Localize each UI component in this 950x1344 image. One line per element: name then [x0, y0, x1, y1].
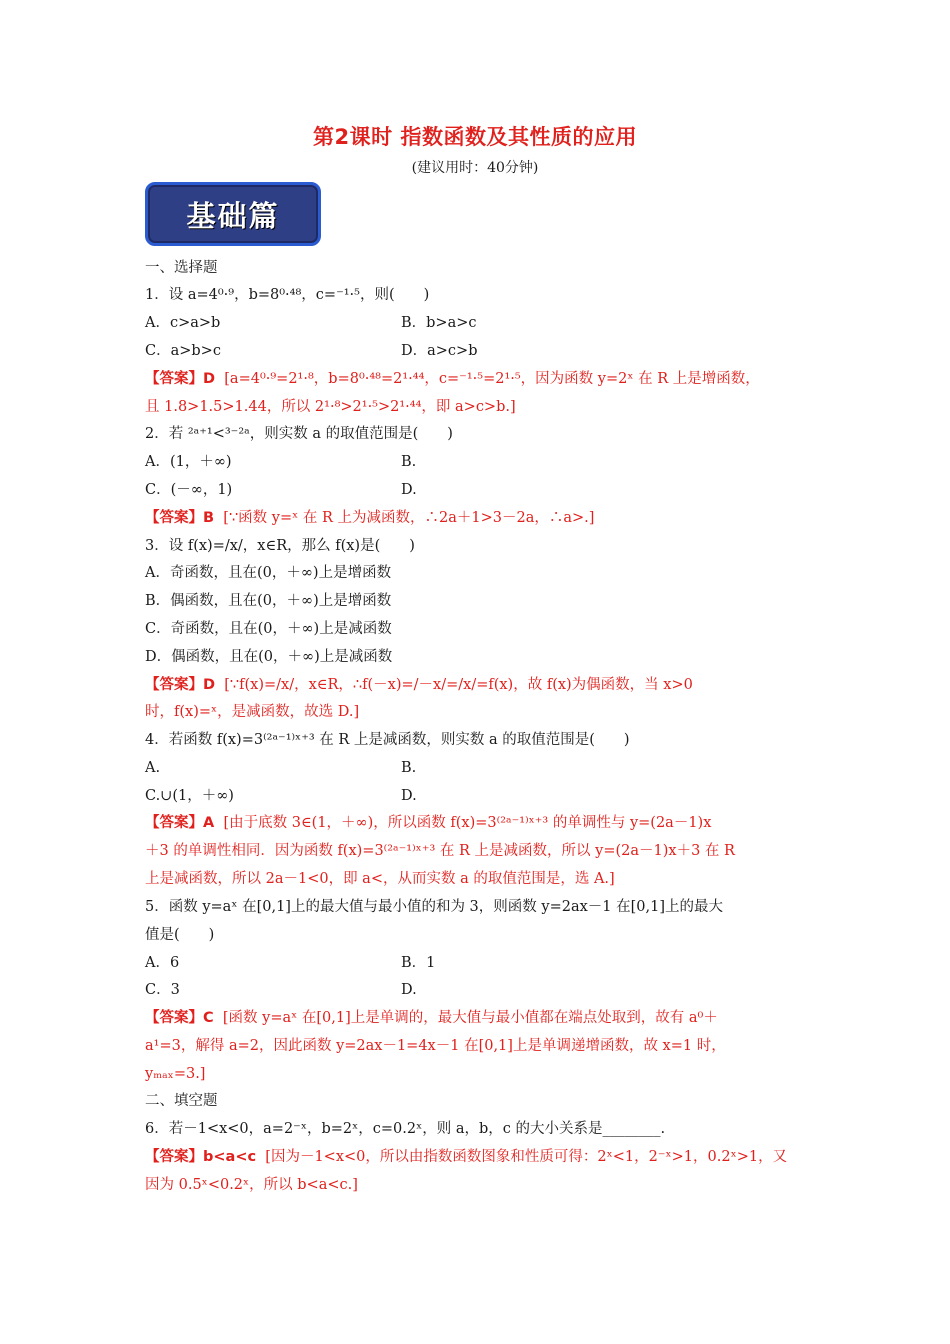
q2-answer-text-1: [∵函数 y=ˣ 在 R 上为减函数，∴2a＋1>3－2a，∴a>.]: [223, 510, 595, 526]
banner-label: 基础篇: [186, 198, 280, 233]
q6-stem: 6．若－1<x<0，a=2⁻ˣ，b=2ˣ，c=0.2ˣ，则 a，b，c 的大小关系是________.: [145, 1121, 666, 1137]
q1-answer-text-1: [a=4⁰·⁹=2¹·⁸，b=8⁰·⁴⁸=2¹·⁴⁴，c=⁻¹·⁵=2¹·⁵，因为函数 y=2ˣ 在 R 上是增函数，: [224, 371, 760, 387]
page-subtitle: (建议用时：40分钟): [411, 160, 539, 176]
q3-option-a: A．奇函数，且在(0，＋∞)上是增函数: [145, 565, 392, 581]
section-banner: [145, 182, 321, 246]
q4-stem: 4．若函数 f(x)=3⁽²ᵃ⁻¹⁾ˣ⁺³ 在 R 上是减函数，则实数 a 的取值范围是( ): [145, 732, 630, 748]
q5-option-b: B．1: [401, 955, 436, 971]
q4-option-c: C.∪(1，＋∞): [145, 788, 234, 804]
q1-stem: 1．设 a=4⁰·⁹，b=8⁰·⁴⁸，c=⁻¹·⁵，则( ): [145, 287, 430, 303]
q3-answer-text-2: 时，f(x)=ˣ，是减函数，故选 D.]: [145, 704, 360, 720]
q2-option-d: D.: [401, 482, 417, 498]
q1-option-d: D．a>c>b: [401, 343, 478, 359]
q1-option-a: A．c>a>b: [145, 315, 221, 331]
q5-stem-1: 5．函数 y=aˣ 在[0,1]上的最大值与最小值的和为 3，则函数 y=2ax－1 在[0,1]上的最大: [145, 899, 723, 915]
q2-option-a: A．(1，＋∞): [145, 454, 232, 470]
q5-option-d: D.: [401, 982, 417, 998]
q5-answer-text-3: yₘₐₓ=3.]: [145, 1066, 206, 1082]
q4-answer: [145, 813, 711, 833]
q3-option-b: B．偶函数，且在(0，＋∞)上是增函数: [145, 593, 392, 609]
q3-option-c: C．奇函数，且在(0，＋∞)上是减函数: [145, 621, 392, 637]
q6-answer-text-2: 因为 0.5ˣ<0.2ˣ，所以 b<a<c.]: [145, 1177, 358, 1193]
q3-answer-text-1: [∵f(x)=/x/，x∈R，∴f(－x)=/－x/=/x/=f(x)，故 f(x)为偶函数，当 x>0: [224, 677, 693, 693]
q1-answer: [145, 369, 760, 389]
answer-tag: 【答案】b<a<c: [145, 1149, 257, 1165]
q5-answer-text-1: [函数 y=aˣ 在[0,1]上是单调的，最大值与最小值都在端点处取到，故有 a⁰＋: [222, 1010, 718, 1026]
q5-stem-2: 值是( ): [145, 927, 215, 943]
q5-answer-text-2: a¹=3，解得 a=2，因此函数 y=2ax－1=4x－1 在[0,1]上是单调递增函数，故 x=1 时，: [145, 1038, 726, 1054]
answer-tag: 【答案】A: [145, 815, 215, 831]
q6-answer-text-1: [因为－1<x<0，所以由指数函数图象和性质可得：2ˣ<1，2⁻ˣ>1，0.2ˣ>1，又: [265, 1149, 788, 1165]
answer-tag: 【答案】C: [145, 1010, 214, 1026]
q1-option-c: C．a>b>c: [145, 343, 221, 359]
answer-tag: 【答案】D: [145, 371, 216, 387]
q4-option-b: B.: [401, 760, 417, 776]
section-heading-fill: 二、填空题: [145, 1093, 218, 1109]
q3-stem: 3．设 f(x)=/x/，x∈R，那么 f(x)是( ): [145, 538, 415, 554]
q1-option-b: B．b>a>c: [401, 315, 477, 331]
q4-answer-text-3: 上是减函数，所以 2a－1<0，即 a<，从而实数 a 的取值范围是，选 A.]: [145, 871, 615, 887]
q5-answer: [145, 1008, 718, 1028]
q4-option-a: A.: [145, 760, 161, 776]
section-heading-choice: 一、选择题: [145, 260, 218, 276]
q4-option-d: D.: [401, 788, 417, 804]
q3-answer: [145, 675, 693, 695]
q1-answer-text-2: 且 1.8>1.5>1.44，所以 2¹·⁸>2¹·⁵>2¹·⁴⁴，即 a>c>b.]: [145, 399, 516, 415]
page-title: 第2课时 指数函数及其性质的应用: [313, 125, 637, 149]
q4-answer-text-2: ＋3 的单调性相同．因为函数 f(x)=3⁽²ᵃ⁻¹⁾ˣ⁺³ 在 R 上是减函数，所以 y=(2a－1)x＋3 在 R: [145, 843, 735, 859]
q3-option-d: D．偶函数，且在(0，＋∞)上是减函数: [145, 649, 393, 665]
q2-option-b: B.: [401, 454, 417, 470]
q2-answer: [145, 508, 594, 528]
q2-stem: 2．若 ²ᵃ⁺¹<³⁻²ᵃ，则实数 a 的取值范围是( ): [145, 426, 453, 442]
answer-tag: 【答案】B: [145, 510, 215, 526]
q5-option-c: C．3: [145, 982, 180, 998]
answer-tag: 【答案】D: [145, 677, 216, 693]
q4-answer-text-1: [由于底数 3∈(1，＋∞)，所以函数 f(x)=3⁽²ᵃ⁻¹⁾ˣ⁺³ 的单调性与 y=(2a－1)x: [223, 815, 712, 831]
q6-answer: [145, 1147, 787, 1167]
q5-option-a: A．6: [145, 955, 180, 971]
q2-option-c: C．(－∞，1): [145, 482, 233, 498]
